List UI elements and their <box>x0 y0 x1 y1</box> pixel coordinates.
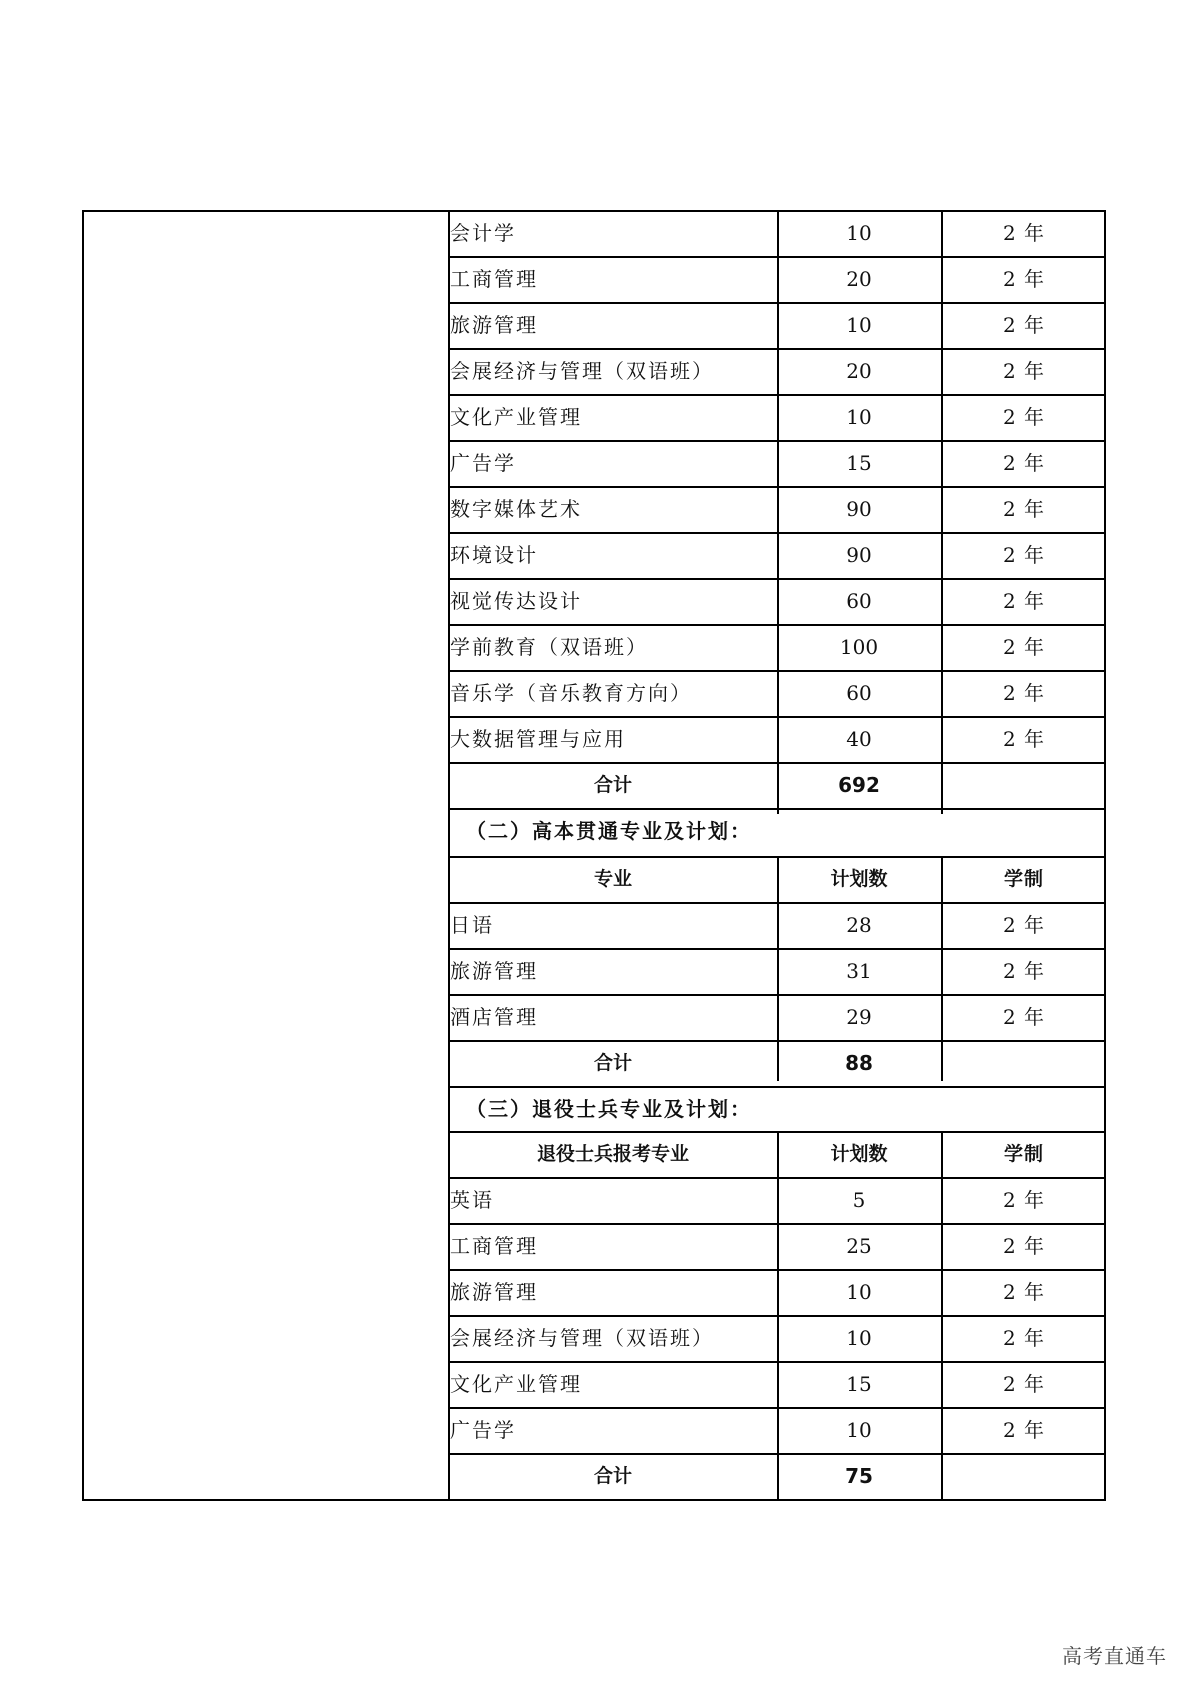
major-name: 酒店管理 <box>450 1005 538 1029</box>
plan-count: 29 <box>846 1005 872 1029</box>
total-label: 合计 <box>593 1465 632 1487</box>
plan-count: 5 <box>852 1188 866 1212</box>
plan-count: 10 <box>846 405 872 429</box>
plan-count: 10 <box>846 221 872 245</box>
watermark: 高考直通车 <box>1062 1644 1167 1668</box>
plan-count: 10 <box>846 1280 872 1304</box>
total-count: 88 <box>845 1051 873 1075</box>
major-name: 英语 <box>450 1188 494 1212</box>
major-name: 工商管理 <box>450 1234 538 1258</box>
plan-count: 10 <box>846 1418 872 1442</box>
major-name: 会展经济与管理（双语班） <box>450 359 714 383</box>
major-name: 会计学 <box>450 221 516 245</box>
study-duration: 2 年 <box>1002 1280 1046 1304</box>
column-header-duration: 学制 <box>1003 1143 1044 1165</box>
column-header-major: 退役士兵报考专业 <box>536 1143 689 1165</box>
study-duration: 2 年 <box>1002 1326 1046 1350</box>
plan-count: 90 <box>846 497 872 521</box>
major-name: 视觉传达设计 <box>450 589 582 613</box>
major-name: 旅游管理 <box>450 1280 538 1304</box>
column-header-duration: 学制 <box>1003 868 1044 890</box>
major-name: 广告学 <box>450 1418 516 1442</box>
study-duration: 2 年 <box>1002 635 1046 659</box>
study-duration: 2 年 <box>1002 1418 1046 1442</box>
study-duration: 2 年 <box>1002 267 1046 291</box>
study-duration: 2 年 <box>1002 959 1046 983</box>
plan-count: 60 <box>846 589 872 613</box>
study-duration: 2 年 <box>1002 359 1046 383</box>
plan-count: 31 <box>846 959 872 983</box>
plan-count: 20 <box>846 267 872 291</box>
study-duration: 2 年 <box>1002 1188 1046 1212</box>
major-name: 广告学 <box>450 451 516 475</box>
total-count: 692 <box>838 773 880 797</box>
plan-count: 25 <box>846 1234 872 1258</box>
inner-table <box>448 210 1106 1501</box>
study-duration: 2 年 <box>1002 1234 1046 1258</box>
major-name: 数字媒体艺术 <box>450 497 582 521</box>
column-header-plan: 计划数 <box>830 1143 888 1165</box>
study-duration: 2 年 <box>1002 913 1046 937</box>
plan-count: 28 <box>846 913 872 937</box>
study-duration: 2 年 <box>1002 313 1046 337</box>
study-duration: 2 年 <box>1002 451 1046 475</box>
plan-count: 60 <box>846 681 872 705</box>
total-label: 合计 <box>593 774 632 796</box>
plan-count: 90 <box>846 543 872 567</box>
total-count: 75 <box>845 1464 873 1488</box>
study-duration: 2 年 <box>1002 1372 1046 1396</box>
major-name: 日语 <box>450 913 494 937</box>
study-duration: 2 年 <box>1002 589 1046 613</box>
study-duration: 2 年 <box>1002 1005 1046 1029</box>
major-name: 工商管理 <box>450 267 538 291</box>
total-label: 合计 <box>593 1052 632 1074</box>
major-name: 文化产业管理 <box>450 1372 582 1396</box>
plan-count: 40 <box>846 727 872 751</box>
plan-count: 15 <box>846 451 872 475</box>
plan-count: 15 <box>846 1372 872 1396</box>
major-name: 大数据管理与应用 <box>450 727 626 751</box>
column-header-major: 专业 <box>593 868 632 890</box>
section-title: （三）退役士兵专业及计划： <box>466 1097 752 1121</box>
major-name: 旅游管理 <box>450 313 538 337</box>
major-name: 环境设计 <box>450 543 538 567</box>
plan-count: 10 <box>846 313 872 337</box>
section-title: （二）高本贯通专业及计划： <box>466 819 752 843</box>
study-duration: 2 年 <box>1002 221 1046 245</box>
study-duration: 2 年 <box>1002 543 1046 567</box>
major-name: 旅游管理 <box>450 959 538 983</box>
study-duration: 2 年 <box>1002 497 1046 521</box>
study-duration: 2 年 <box>1002 681 1046 705</box>
plan-count: 100 <box>839 635 879 659</box>
major-name: 文化产业管理 <box>450 405 582 429</box>
study-duration: 2 年 <box>1002 727 1046 751</box>
plan-count: 10 <box>846 1326 872 1350</box>
major-name: 音乐学（音乐教育方向） <box>450 681 692 705</box>
plan-count: 20 <box>846 359 872 383</box>
column-header-plan: 计划数 <box>830 868 888 890</box>
major-name: 会展经济与管理（双语班） <box>450 1326 714 1350</box>
major-name: 学前教育（双语班） <box>450 635 648 659</box>
study-duration: 2 年 <box>1002 405 1046 429</box>
